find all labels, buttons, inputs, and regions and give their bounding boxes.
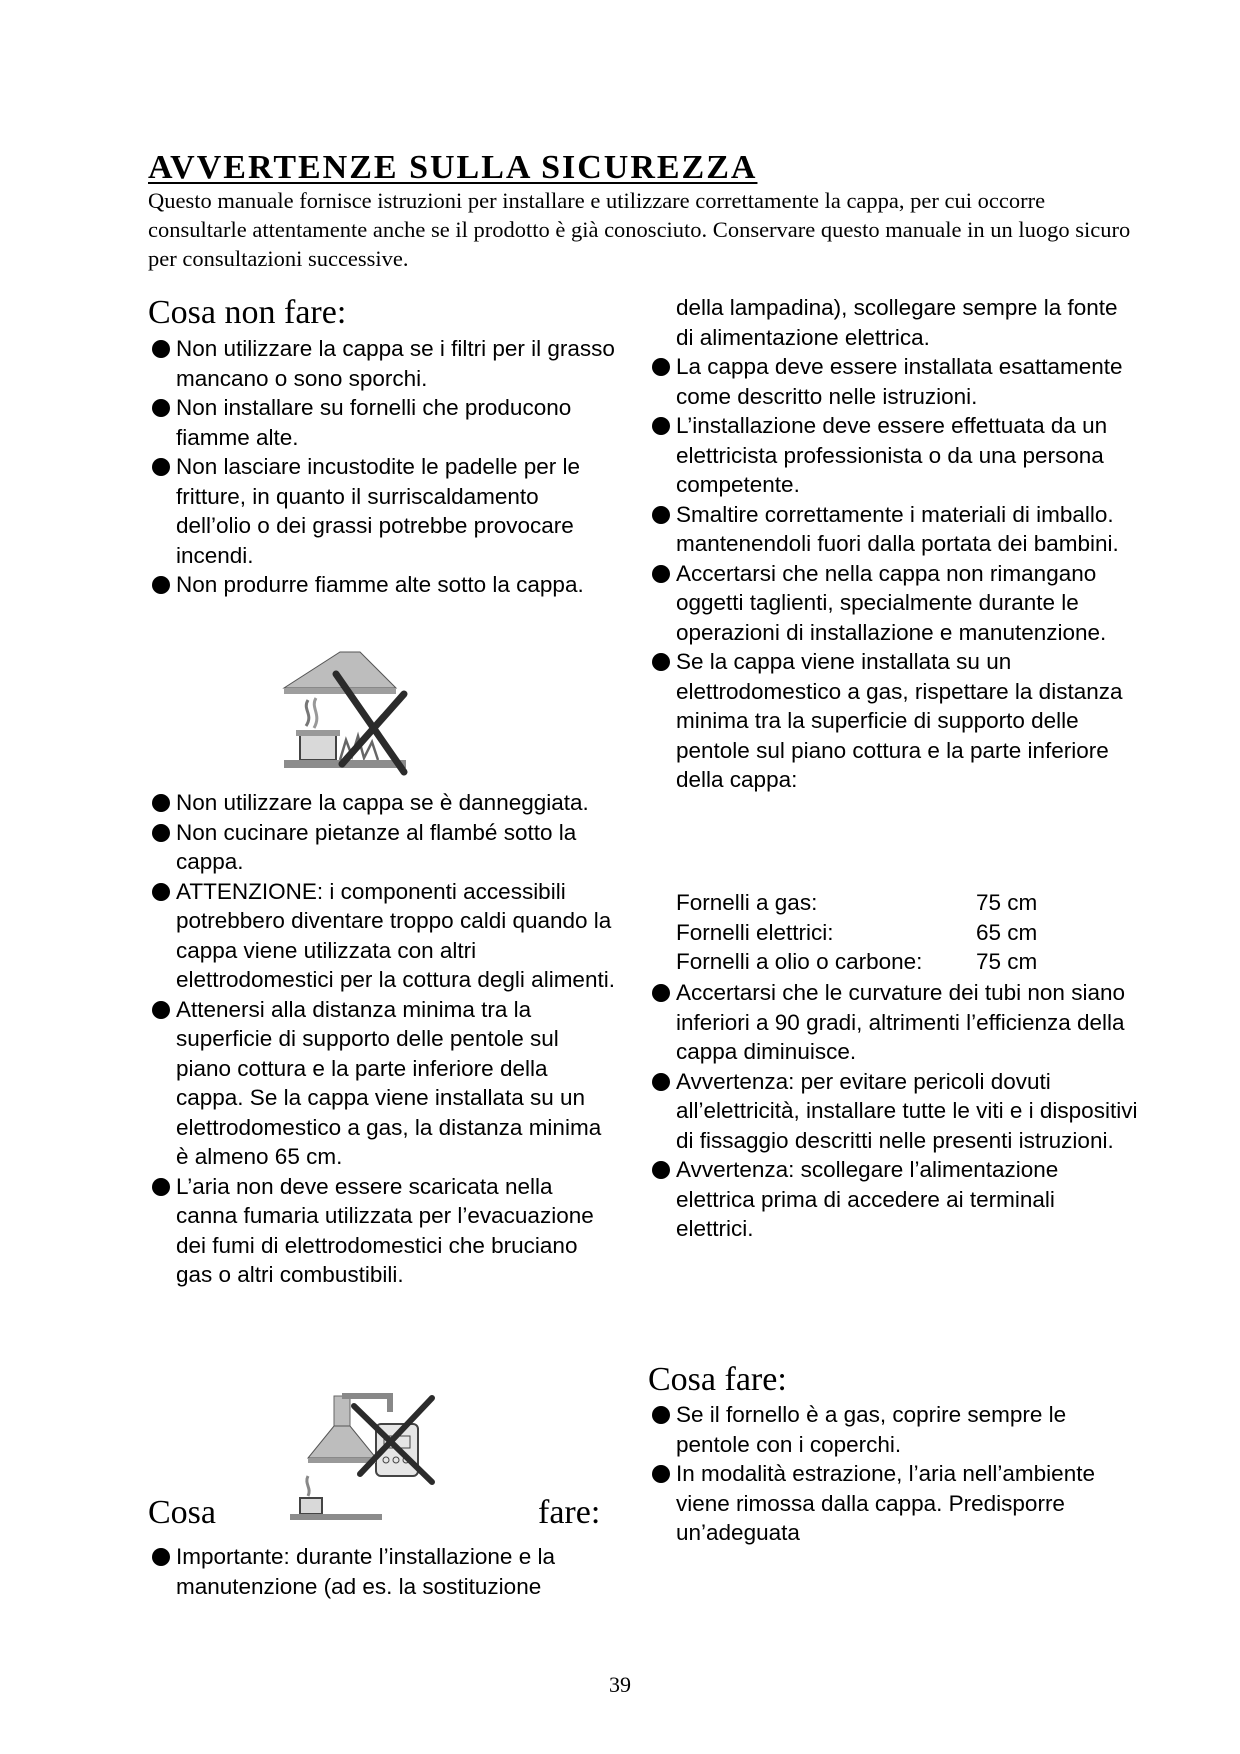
bullet-icon (152, 399, 170, 417)
list-item: Se la cappa viene installata su un elettrodomestico a gas, rispettare la distanza minima tra la superficie di supporto delle pentole sul piano cottura e la parte inferiore della cappa: (648, 647, 1138, 795)
list-item: Se il fornello è a gas, coprire sempre le pentole con i coperchi. (648, 1400, 1138, 1459)
heading-cosa-fare-right: fare: (538, 1494, 601, 1531)
distance-table (676, 888, 1136, 977)
list-item: Avvertenza: scollegare l’alimentazione elettrica prima di accedere ai terminali elettrici. (648, 1155, 1138, 1244)
bullet-icon (652, 1465, 670, 1483)
no-flue-exhaust-illustration-icon (290, 1390, 440, 1526)
bullet-icon (152, 1178, 170, 1196)
list-item: Non produrre fiamme alte sotto la cappa. (148, 570, 618, 600)
heading-cosa-fare: Cosa fare: (648, 1361, 787, 1398)
list-cosa-fare-left (148, 1542, 618, 1601)
bullet-icon (652, 506, 670, 524)
list-item: Avvertenza: per evitare pericoli dovuti all’elettricità, installare tutte le viti e i dispositivi di fissaggio descritti nelle presenti istruzioni. (648, 1067, 1138, 1156)
list-item: Non lasciare incustodite le padelle per le fritture, in quanto il surriscaldamento dell’olio o dei grassi potrebbe provocare incendi. (148, 452, 618, 570)
list-item: Importante: durante l’installazione e la manutenzione (ad es. la sostituzione (148, 1542, 618, 1601)
list-item: La cappa deve essere installata esattamente come descritto nelle istruzioni. (648, 352, 1138, 411)
distance-row: Fornelli a gas: 75 cm (676, 890, 1038, 915)
list-right-b (648, 978, 1138, 1244)
bullet-icon (652, 1161, 670, 1179)
continued-text: della lampadina), scollegare sempre la fonte di alimentazione elettrica. (676, 295, 1118, 350)
page-title: AVVERTENZE SULLA SICUREZZA (148, 149, 758, 186)
no-high-flames-illustration-icon (280, 648, 420, 778)
bullet-icon (152, 340, 170, 358)
list-item: ATTENZIONE: i componenti accessibili potrebbero diventare troppo caldi quando la cappa viene utilizzata con altri elettrodomestici per la cottura degli alimenti. (148, 877, 618, 995)
list-item: In modalità estrazione, l’aria nell’ambiente viene rimossa dalla cappa. Predisporre un’adeguata (648, 1459, 1138, 1548)
list-item: Non utilizzare la cappa se è danneggiata. (148, 788, 618, 818)
list-item: Smaltire correttamente i materiali di imballo. mantenendoli fuori dalla portata dei bambini. (648, 500, 1138, 559)
list-item: L’aria non deve essere scaricata nella canna fumaria utilizzata per l’evacuazione dei fumi di elettrodomestici che bruciano gas o altri combustibili. (148, 1172, 618, 1290)
heading-cosa-fare-left: Cosa (148, 1494, 216, 1531)
bullet-icon (652, 653, 670, 671)
list-item: Attenersi alla distanza minima tra la superficie di supporto delle pentole sul piano cottura e la parte inferiore della cappa. Se la cappa viene installata su un elettrodomestico a gas, la distanza minima è almeno 65 cm. (148, 995, 618, 1172)
list-item: Non installare su fornelli che producono fiamme alte. (148, 393, 618, 452)
bullet-icon (652, 1406, 670, 1424)
bullet-icon (652, 358, 670, 376)
bullet-icon (152, 883, 170, 901)
distance-row: Fornelli a olio o carbone: 75 cm (676, 949, 1038, 974)
list-right-a (648, 352, 1138, 795)
list-item: Accertarsi che nella cappa non rimangano oggetti taglienti, specialmente durante le operazioni di installazione e manutenzione. (648, 559, 1138, 648)
bullet-icon (152, 576, 170, 594)
list-cosa-fare-right (648, 1400, 1138, 1548)
heading-cosa-non-fare: Cosa non fare: (148, 294, 347, 331)
bullet-icon (652, 984, 670, 1002)
bullet-icon (152, 1001, 170, 1019)
list-cosa-non-fare-a (148, 334, 618, 600)
bullet-icon (152, 1548, 170, 1566)
list-cosa-non-fare-b (148, 788, 618, 1290)
bullet-icon (652, 565, 670, 583)
bullet-icon (152, 794, 170, 812)
bullet-icon (652, 1073, 670, 1091)
list-item: L’installazione deve essere effettuata da un elettricista professionista o da una persona competente. (648, 411, 1138, 500)
bullet-icon (152, 824, 170, 842)
list-item: Non utilizzare la cappa se i filtri per il grasso mancano o sono sporchi. (148, 334, 618, 393)
distance-row: Fornelli elettrici: 65 cm (676, 919, 1038, 945)
intro-paragraph: Questo manuale fornisce istruzioni per installare e utilizzare correttamente la cappa, per cui occorre consultarle attentamente anche se il prodotto è già conosciuto. Conservare questo manuale in un luogo sicuro per consultazioni successive. (148, 188, 1131, 271)
list-item: Non cucinare pietanze al flambé sotto la cappa. (148, 818, 618, 877)
page-number: 39 (609, 1672, 631, 1697)
bullet-icon (152, 458, 170, 476)
list-item: Accertarsi che le curvature dei tubi non siano inferiori a 90 gradi, altrimenti l’efficienza della cappa diminuisce. (648, 978, 1138, 1067)
bullet-icon (652, 417, 670, 435)
